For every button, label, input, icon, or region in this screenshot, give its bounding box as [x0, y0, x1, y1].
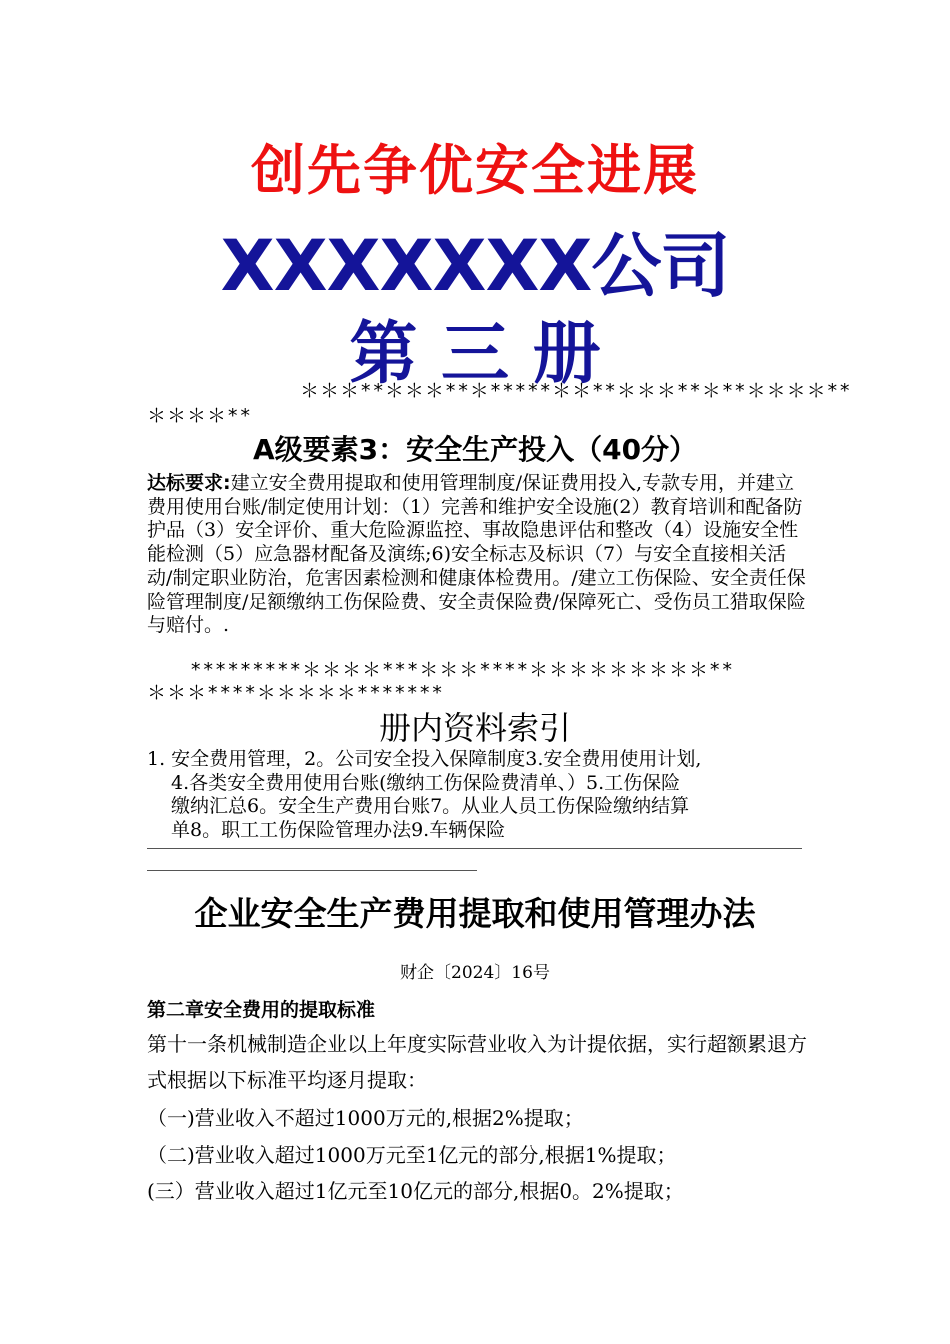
divider-line-1 [147, 848, 802, 849]
company-title: XXXXXXX公司 [220, 225, 730, 307]
star-separator-1: ＊＊＊**＊＊＊**＊*****＊＊**＊＊＊**＊**＊＊＊＊** [300, 380, 852, 402]
star-separator-2: ＊＊＊＊** [147, 405, 252, 427]
document-number: 财企〔2024〕16号 [400, 963, 550, 983]
slogan-title: 创先争优安全进展 [251, 138, 699, 202]
star-separator-3: *********＊＊＊＊***＊＊＊****＊＊＊＊＊＊＊＊＊** [190, 659, 734, 681]
article-paragraph: 第十一条机械制造企业以上年度实际营业收入为计提依据，实行超额累退方式根据以下标准平均逐月提取： [147, 1032, 807, 1092]
index-line-1: 1. 安全费用管理，2。公司安全投入保障制度3.安全费用使用计划, [147, 748, 702, 770]
requirement-text: 建立安全费用提取和使用管理制度/保证费用投入,专款专用，并建立费用使用台账/制定使用计划：（1）完善和维护安全设施(2）教育培训和配备防护品（3）安全评价、重大危险源监控、事故隐患评估和整改（4）设施安全性能检测（5）应急器材配备及演练;6)安全标志及标识（7）与安全直接相关活动/制定职业防治，危害因素检测和健康体检费用。/建立工伤保险、安全责任保险管理制度/足额缴纳工伤保险费、安全责保险费/保障死亡、受伤员工猎取保险与赔付。. [147, 472, 806, 637]
index-list [147, 748, 807, 843]
index-title: 册内资料索引 [378, 709, 571, 747]
index-line-3: 缴纳汇总6。安全生产费用台账7。从业人员工伤保险缴纳结算 [171, 795, 690, 818]
chapter-heading: 第二章安全费用的提取标准 [147, 999, 376, 1021]
volume-title: 第 三 册 [349, 315, 601, 394]
divider-line-2 [147, 870, 477, 871]
rate-item-3: (三）营业收入超过1亿元至10亿元的部分,根据0。2%提取； [147, 1179, 684, 1203]
element-heading: A级要素3：安全生产投入（40分） [252, 433, 698, 466]
requirement-label: 达标要求: [147, 472, 231, 494]
rate-item-2: （二)营业收入超过1000万元至1亿元的部分,根据1%提取； [147, 1143, 677, 1167]
document-title: 企业安全生产费用提取和使用管理办法 [194, 894, 756, 933]
rate-item-1: （一)营业收入不超过1000万元的,根据2%提取； [147, 1106, 584, 1130]
index-line-2: 4.各类安全费用使用台账(缴纳工伤保险费清单、）5.工伤保险 [171, 771, 681, 794]
star-separator-4: ＊＊＊****＊＊＊＊＊******* [147, 682, 444, 704]
requirement-paragraph [147, 472, 807, 638]
index-line-4: 单8。职工工伤保险管理办法9.车辆保险 [171, 819, 506, 842]
